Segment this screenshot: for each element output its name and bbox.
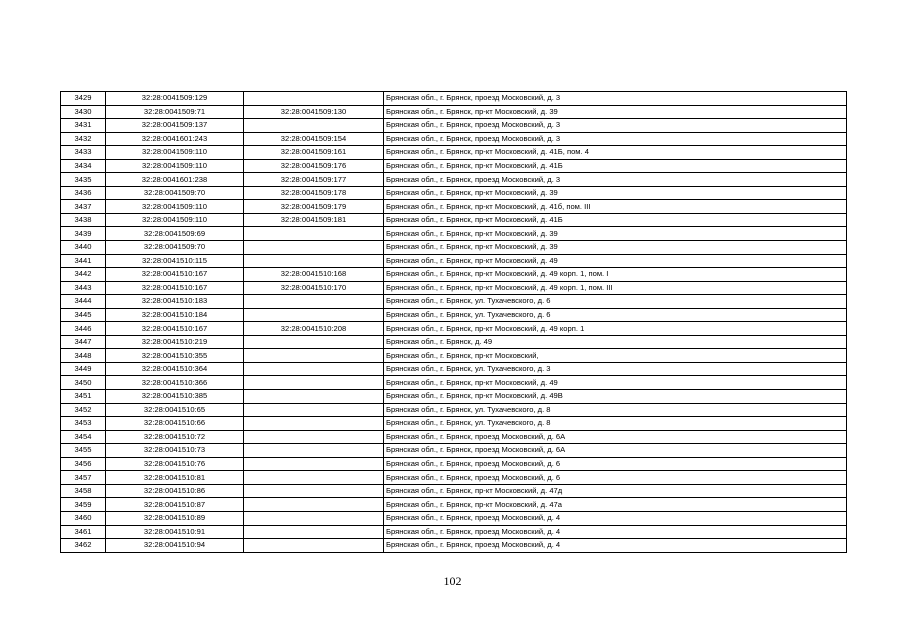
table-row	[61, 159, 847, 173]
related-cadastral-number-cell: 32:28:0041509:178	[244, 186, 384, 200]
related-cadastral-number-cell	[244, 471, 384, 485]
related-cadastral-number-cell	[244, 362, 384, 376]
row-number-cell: 3461	[61, 525, 106, 539]
row-number-cell: 3451	[61, 390, 106, 404]
related-cadastral-number-cell: 32:28:0041509:130	[244, 105, 384, 119]
row-number-cell: 3432	[61, 132, 106, 146]
page-number: 102	[443, 574, 462, 588]
address-cell: Брянская обл., г. Брянск, пр-кт Московский, д. 49	[384, 376, 847, 390]
address-cell: Брянская обл., г. Брянск, пр-кт Московский, д. 39	[384, 227, 847, 241]
related-cadastral-number-cell: 32:28:0041509:161	[244, 146, 384, 160]
address-cell: Брянская обл., г. Брянск, ул. Тухачевского, д. 6	[384, 308, 847, 322]
row-number-cell: 3459	[61, 498, 106, 512]
row-number-cell: 3443	[61, 281, 106, 295]
cadastral-number-cell: 32:28:0041509:110	[106, 146, 244, 160]
related-cadastral-number-cell	[244, 430, 384, 444]
row-number-cell: 3438	[61, 213, 106, 227]
cadastral-number-cell: 32:28:0041510:91	[106, 525, 244, 539]
table-row	[61, 295, 847, 309]
cadastral-number-cell: 32:28:0041510:89	[106, 511, 244, 525]
address-cell: Брянская обл., г. Брянск, пр-кт Московский,	[384, 349, 847, 363]
related-cadastral-number-cell	[244, 92, 384, 106]
cadastral-number-cell: 32:28:0041510:184	[106, 308, 244, 322]
cadastral-number-cell: 32:28:0041509:69	[106, 227, 244, 241]
row-number-cell: 3453	[61, 417, 106, 431]
table-row	[61, 390, 847, 404]
address-cell: Брянская обл., г. Брянск, пр-кт Московский, д. 41б, пом. III	[384, 200, 847, 214]
table-row	[61, 268, 847, 282]
table-row	[61, 457, 847, 471]
cadastral-number-cell: 32:28:0041510:167	[106, 281, 244, 295]
row-number-cell: 3437	[61, 200, 106, 214]
row-number-cell: 3430	[61, 105, 106, 119]
address-cell: Брянская обл., г. Брянск, пр-кт Московский, д. 49 корп. 1	[384, 322, 847, 336]
related-cadastral-number-cell	[244, 444, 384, 458]
address-cell: Брянская обл., г. Брянск, ул. Тухачевского, д. 8	[384, 417, 847, 431]
address-cell: Брянская обл., г. Брянск, проезд Московский, д. 3	[384, 173, 847, 187]
address-cell: Брянская обл., г. Брянск, проезд Московский, д. 3	[384, 92, 847, 106]
related-cadastral-number-cell	[244, 335, 384, 349]
table-row	[61, 484, 847, 498]
row-number-cell: 3456	[61, 457, 106, 471]
related-cadastral-number-cell: 32:28:0041510:208	[244, 322, 384, 336]
address-cell: Брянская обл., г. Брянск, проезд Московский, д. 6А	[384, 430, 847, 444]
row-number-cell: 3450	[61, 376, 106, 390]
address-cell: Брянская обл., г. Брянск, проезд Московский, д. 4	[384, 525, 847, 539]
row-number-cell: 3440	[61, 241, 106, 255]
cadastral-number-cell: 32:28:0041510:65	[106, 403, 244, 417]
table-row	[61, 105, 847, 119]
related-cadastral-number-cell: 32:28:0041509:177	[244, 173, 384, 187]
address-cell: Брянская обл., г. Брянск, пр-кт Московский, д. 49 корп. 1, пом. III	[384, 281, 847, 295]
related-cadastral-number-cell	[244, 376, 384, 390]
cadastral-number-cell: 32:28:0041510:87	[106, 498, 244, 512]
address-cell: Брянская обл., г. Брянск, пр-кт Московский, д. 49В	[384, 390, 847, 404]
address-cell: Брянская обл., г. Брянск, пр-кт Московский, д. 49 корп. 1, пом. I	[384, 268, 847, 282]
cadastral-number-cell: 32:28:0041509:129	[106, 92, 244, 106]
cadastral-number-cell: 32:28:0041510:167	[106, 322, 244, 336]
cadastral-number-cell: 32:28:0041510:183	[106, 295, 244, 309]
address-cell: Брянская обл., г. Брянск, пр-кт Московский, д. 41Б, пом. 4	[384, 146, 847, 160]
table-row	[61, 281, 847, 295]
table-row	[61, 471, 847, 485]
address-cell: Брянская обл., г. Брянск, пр-кт Московский, д. 39	[384, 105, 847, 119]
row-number-cell: 3448	[61, 349, 106, 363]
related-cadastral-number-cell	[244, 295, 384, 309]
row-number-cell: 3455	[61, 444, 106, 458]
table-row	[61, 362, 847, 376]
cadastral-number-cell: 32:28:0041510:94	[106, 539, 244, 553]
address-cell: Брянская обл., г. Брянск, д. 49	[384, 335, 847, 349]
table-row	[61, 241, 847, 255]
related-cadastral-number-cell: 32:28:0041509:181	[244, 213, 384, 227]
table-row	[61, 92, 847, 106]
address-cell: Брянская обл., г. Брянск, пр-кт Московский, д. 41Б	[384, 213, 847, 227]
table-row	[61, 132, 847, 146]
address-cell: Брянская обл., г. Брянск, пр-кт Московский, д. 47д	[384, 484, 847, 498]
table-row	[61, 444, 847, 458]
address-cell: Брянская обл., г. Брянск, проезд Московский, д. 6	[384, 457, 847, 471]
address-cell: Брянская обл., г. Брянск, пр-кт Московский, д. 39	[384, 186, 847, 200]
address-cell: Брянская обл., г. Брянск, ул. Тухачевского, д. 8	[384, 403, 847, 417]
cadastral-number-cell: 32:28:0041601:238	[106, 173, 244, 187]
cadastral-number-cell: 32:28:0041601:243	[106, 132, 244, 146]
row-number-cell: 3452	[61, 403, 106, 417]
cadastral-number-cell: 32:28:0041510:385	[106, 390, 244, 404]
address-cell: Брянская обл., г. Брянск, проезд Московский, д. 6А	[384, 444, 847, 458]
table-row	[61, 430, 847, 444]
address-cell: Брянская обл., г. Брянск, проезд Московский, д. 3	[384, 132, 847, 146]
related-cadastral-number-cell: 32:28:0041509:179	[244, 200, 384, 214]
related-cadastral-number-cell	[244, 241, 384, 255]
row-number-cell: 3446	[61, 322, 106, 336]
row-number-cell: 3434	[61, 159, 106, 173]
table-row	[61, 308, 847, 322]
related-cadastral-number-cell	[244, 484, 384, 498]
related-cadastral-number-cell: 32:28:0041510:168	[244, 268, 384, 282]
related-cadastral-number-cell	[244, 254, 384, 268]
address-cell: Брянская обл., г. Брянск, пр-кт Московский, д. 47а	[384, 498, 847, 512]
row-number-cell: 3447	[61, 335, 106, 349]
address-cell: Брянская обл., г. Брянск, ул. Тухачевского, д. 3	[384, 362, 847, 376]
table-body	[61, 92, 847, 553]
cadastral-number-cell: 32:28:0041510:73	[106, 444, 244, 458]
table-row	[61, 213, 847, 227]
address-cell: Брянская обл., г. Брянск, проезд Московский, д. 3	[384, 119, 847, 133]
address-cell: Брянская обл., г. Брянск, пр-кт Московский, д. 41Б	[384, 159, 847, 173]
row-number-cell: 3442	[61, 268, 106, 282]
row-number-cell: 3436	[61, 186, 106, 200]
table-row	[61, 146, 847, 160]
cadastral-number-cell: 32:28:0041509:110	[106, 200, 244, 214]
table-row	[61, 119, 847, 133]
table-row	[61, 254, 847, 268]
cadastral-number-cell: 32:28:0041509:70	[106, 186, 244, 200]
related-cadastral-number-cell	[244, 403, 384, 417]
cadastral-number-cell: 32:28:0041510:66	[106, 417, 244, 431]
table-row	[61, 349, 847, 363]
table-row	[61, 186, 847, 200]
table-row	[61, 539, 847, 553]
cadastral-number-cell: 32:28:0041510:364	[106, 362, 244, 376]
table-row	[61, 200, 847, 214]
table-row	[61, 525, 847, 539]
cadastral-number-cell: 32:28:0041510:86	[106, 484, 244, 498]
row-number-cell: 3439	[61, 227, 106, 241]
cadastral-number-cell: 32:28:0041510:355	[106, 349, 244, 363]
related-cadastral-number-cell	[244, 227, 384, 241]
cadastral-number-cell: 32:28:0041509:110	[106, 213, 244, 227]
related-cadastral-number-cell: 32:28:0041510:170	[244, 281, 384, 295]
cadastral-number-cell: 32:28:0041509:70	[106, 241, 244, 255]
row-number-cell: 3458	[61, 484, 106, 498]
related-cadastral-number-cell	[244, 349, 384, 363]
table-row	[61, 511, 847, 525]
table-row	[61, 322, 847, 336]
address-cell: Брянская обл., г. Брянск, пр-кт Московский, д. 49	[384, 254, 847, 268]
related-cadastral-number-cell: 32:28:0041509:176	[244, 159, 384, 173]
related-cadastral-number-cell	[244, 457, 384, 471]
cadastral-number-cell: 32:28:0041510:72	[106, 430, 244, 444]
row-number-cell: 3444	[61, 295, 106, 309]
row-number-cell: 3435	[61, 173, 106, 187]
cadastral-number-cell: 32:28:0041510:81	[106, 471, 244, 485]
row-number-cell: 3462	[61, 539, 106, 553]
related-cadastral-number-cell	[244, 498, 384, 512]
row-number-cell: 3441	[61, 254, 106, 268]
address-cell: Брянская обл., г. Брянск, проезд Московский, д. 4	[384, 539, 847, 553]
related-cadastral-number-cell	[244, 119, 384, 133]
cadastral-number-cell: 32:28:0041510:366	[106, 376, 244, 390]
cadastral-number-cell: 32:28:0041509:110	[106, 159, 244, 173]
address-cell: Брянская обл., г. Брянск, ул. Тухачевского, д. 6	[384, 295, 847, 309]
cadastral-number-cell: 32:28:0041509:71	[106, 105, 244, 119]
row-number-cell: 3454	[61, 430, 106, 444]
related-cadastral-number-cell	[244, 539, 384, 553]
table-row	[61, 173, 847, 187]
table-row	[61, 417, 847, 431]
registry-table	[60, 91, 847, 553]
table-row	[61, 376, 847, 390]
row-number-cell: 3431	[61, 119, 106, 133]
related-cadastral-number-cell	[244, 511, 384, 525]
address-cell: Брянская обл., г. Брянск, пр-кт Московский, д. 39	[384, 241, 847, 255]
row-number-cell: 3460	[61, 511, 106, 525]
row-number-cell: 3449	[61, 362, 106, 376]
table-row	[61, 403, 847, 417]
cadastral-number-cell: 32:28:0041510:76	[106, 457, 244, 471]
address-cell: Брянская обл., г. Брянск, проезд Московский, д. 6	[384, 471, 847, 485]
related-cadastral-number-cell	[244, 417, 384, 431]
cadastral-number-cell: 32:28:0041510:115	[106, 254, 244, 268]
row-number-cell: 3433	[61, 146, 106, 160]
table-row	[61, 227, 847, 241]
cadastral-number-cell: 32:28:0041510:167	[106, 268, 244, 282]
table-row	[61, 498, 847, 512]
row-number-cell: 3457	[61, 471, 106, 485]
related-cadastral-number-cell: 32:28:0041509:154	[244, 132, 384, 146]
related-cadastral-number-cell	[244, 308, 384, 322]
address-cell: Брянская обл., г. Брянск, проезд Московский, д. 4	[384, 511, 847, 525]
cadastral-number-cell: 32:28:0041510:219	[106, 335, 244, 349]
related-cadastral-number-cell	[244, 525, 384, 539]
row-number-cell: 3429	[61, 92, 106, 106]
cadastral-number-cell: 32:28:0041509:137	[106, 119, 244, 133]
table-row	[61, 335, 847, 349]
related-cadastral-number-cell	[244, 390, 384, 404]
row-number-cell: 3445	[61, 308, 106, 322]
